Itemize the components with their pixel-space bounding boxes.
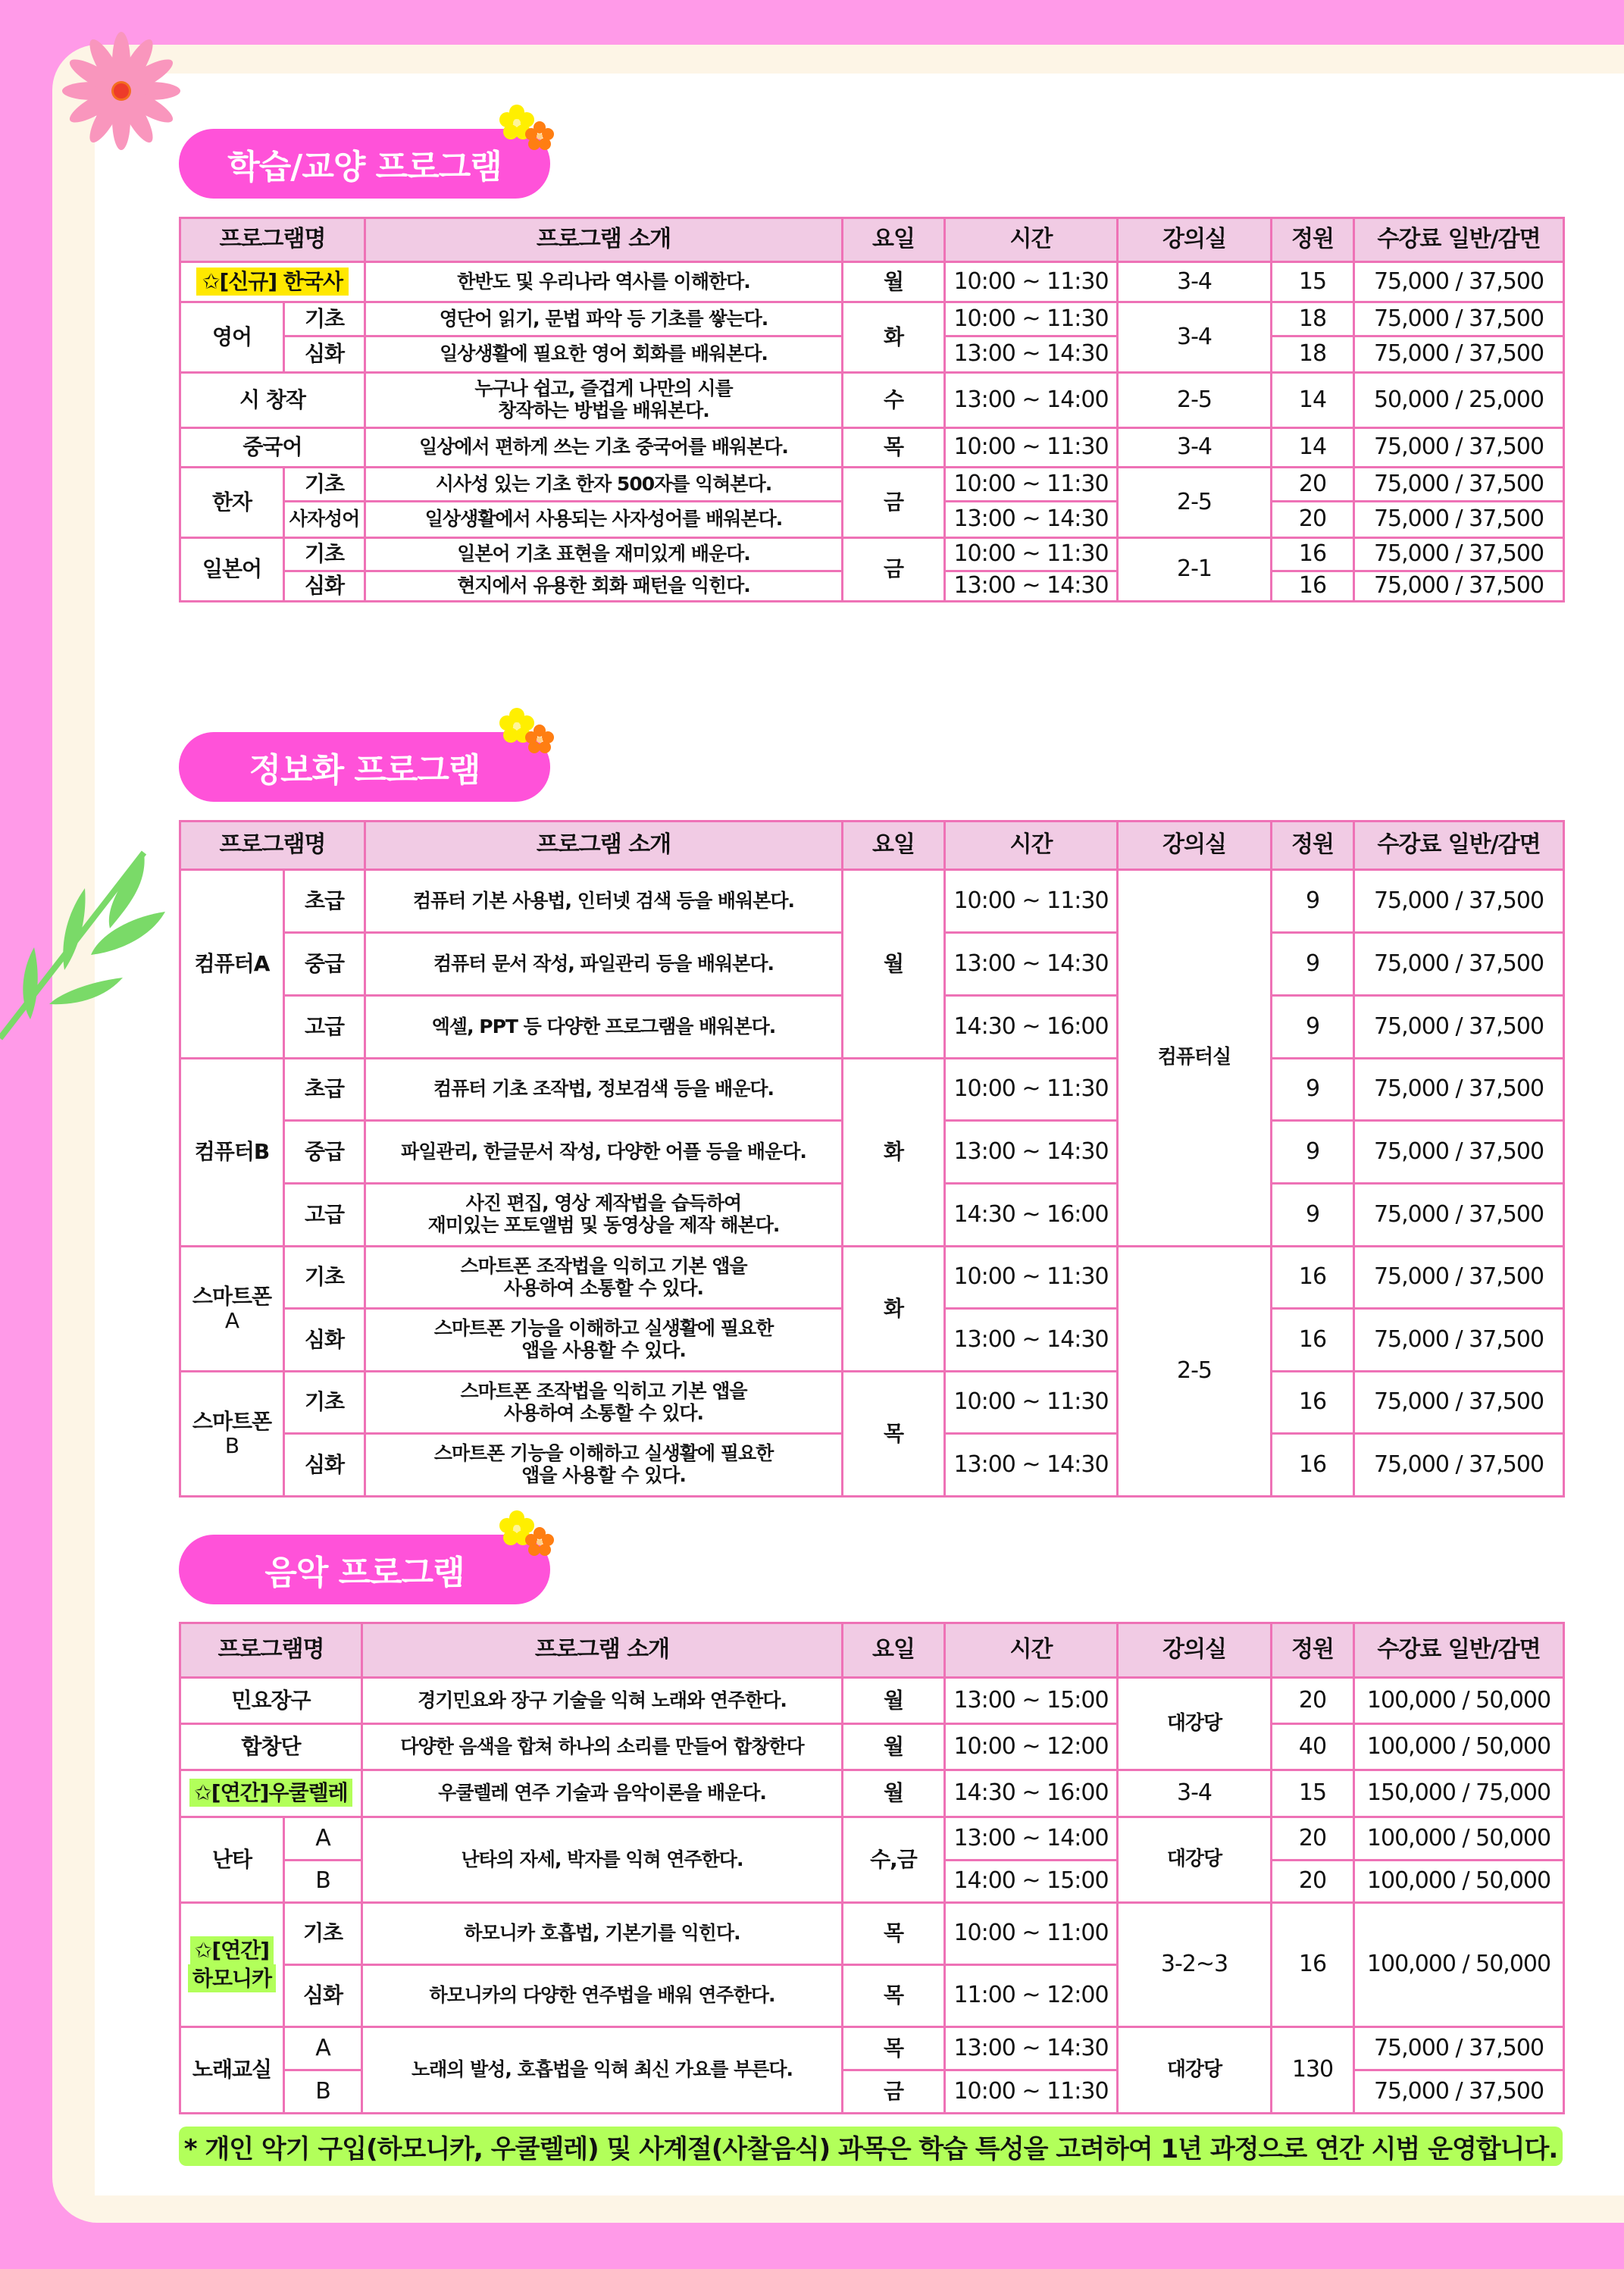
program-name: 컴퓨터A [180,870,284,1059]
program-desc: 엑셀, PPT 등 다양한 프로그램을 배워본다. [365,996,843,1059]
program-capacity: 16 [1272,1434,1354,1497]
header-room: 강의실 [1118,218,1272,262]
program-time: 10:00 ~ 11:30 [945,262,1118,302]
table-row [180,1770,1564,1817]
program-fee: 75,000 / 37,500 [1354,428,1564,468]
program-time: 10:00 ~ 11:30 [945,468,1118,502]
program-time: 10:00 ~ 11:00 [945,1903,1118,1965]
program-level: A [284,2027,362,2070]
program-day: 화 [843,302,945,373]
program-desc: 현지에서 유용한 회화 패턴을 익힌다. [365,571,843,602]
star-icon: ✩ [194,1780,211,1806]
star-icon: ✩ [194,1938,212,1964]
header-fee: 수강료 일반/감면 [1354,218,1564,262]
program-capacity: 16 [1272,1247,1354,1309]
program-time: 14:00 ~ 15:00 [945,1861,1118,1903]
program-time: 10:00 ~ 11:30 [945,538,1118,571]
program-day: 금 [843,2070,945,2114]
program-time: 10:00 ~ 12:00 [945,1724,1118,1770]
name-line: B [224,1433,239,1458]
program-room: 2-1 [1118,538,1272,602]
program-fee: 75,000 / 37,500 [1354,870,1564,933]
program-time: 13:00 ~ 14:30 [945,1121,1118,1184]
flower-pair-decoration-icon [493,103,561,156]
program-time: 13:00 ~ 14:30 [945,571,1118,602]
program-capacity: 20 [1272,468,1354,502]
program-fee: 75,000 / 37,500 [1354,1372,1564,1434]
program-day: 금 [843,468,945,538]
program-time: 13:00 ~ 14:30 [945,933,1118,996]
program-desc [365,1309,843,1372]
table-row [180,1724,1564,1770]
program-fee: 75,000 / 37,500 [1354,2070,1564,2114]
program-name: [연간]우쿨렐레 [211,1780,348,1806]
program-day: 월 [843,870,945,1059]
program-name: 시 창작 [180,373,365,428]
program-capacity: 20 [1272,1678,1354,1724]
table-row [180,1678,1564,1724]
program-time: 10:00 ~ 11:30 [945,302,1118,336]
program-capacity: 16 [1272,1903,1354,2027]
name-line: 하모니카 [188,1964,276,1992]
program-desc: 파일관리, 한글문서 작성, 다양한 어플 등을 배운다. [365,1121,843,1184]
program-level: 심화 [284,1965,362,2027]
star-icon: ✩ [202,268,220,294]
program-time: 14:30 ~ 16:00 [945,1184,1118,1247]
table-row [180,1247,1564,1309]
footnote [179,2127,1563,2166]
header-day: 요일 [843,822,945,870]
desc-line: 창작하는 방법을 배워본다. [498,399,709,421]
program-desc: 다양한 음색을 합쳐 하나의 소리를 만들어 합창한다 [362,1724,843,1770]
header-capacity: 정원 [1272,822,1354,870]
header-program-name: 프로그램명 [180,822,365,870]
program-desc: 컴퓨터 기본 사용법, 인터넷 검색 등을 배워본다. [365,870,843,933]
program-level: 기초 [284,1247,365,1309]
header-fee: 수강료 일반/감면 [1354,1623,1564,1678]
program-fee: 50,000 / 25,000 [1354,373,1564,428]
program-desc: 일본어 기초 표현을 재미있게 배운다. [365,538,843,571]
desc-line: 사용하여 소통할 수 있다. [503,1276,704,1299]
program-day: 월 [843,1678,945,1724]
table-row [180,373,1564,428]
program-room: 2-5 [1118,468,1272,538]
program-name [180,1247,284,1372]
program-fee: 150,000 / 75,000 [1354,1770,1564,1817]
program-fee: 75,000 / 37,500 [1354,996,1564,1059]
program-desc: 컴퓨터 기초 조작법, 정보검색 등을 배운다. [365,1059,843,1121]
table-row [180,870,1564,933]
table-row [180,428,1564,468]
program-capacity: 9 [1272,1184,1354,1247]
header-room: 강의실 [1118,1623,1272,1678]
program-room: 대강당 [1118,1678,1272,1770]
program-capacity: 16 [1272,538,1354,571]
program-day: 목 [843,2027,945,2070]
program-fee: 75,000 / 37,500 [1354,1247,1564,1309]
music-program-table [179,1622,1565,2114]
program-desc: 일상생활에서 사용되는 사자성어를 배워본다. [365,502,843,538]
header-fee: 수강료 일반/감면 [1354,822,1564,870]
desc-line: 누구나 쉽고, 즐겁게 나만의 시를 [474,377,733,400]
learning-program-table [179,217,1565,602]
program-fee: 75,000 / 37,500 [1354,502,1564,538]
desc-line: 재미있는 포토앨범 및 동영상을 제작 해본다. [427,1214,780,1236]
header-capacity: 정원 [1272,218,1354,262]
program-fee: 75,000 / 37,500 [1354,336,1564,373]
table-row [180,2027,1564,2070]
info-program-table [179,820,1565,1498]
footnote-text: * 개인 악기 구입(하모니카, 우쿨렐레) 및 사계절(사찰음식) 과목은 학습 특성을 고려하여 1년 과정으로 연간 시범 운영합니다. [183,2133,1558,2164]
program-fee: 75,000 / 37,500 [1354,933,1564,996]
program-day: 목 [843,428,945,468]
program-time: 13:00 ~ 14:00 [945,1817,1118,1861]
table-row [180,302,1564,336]
program-capacity: 20 [1272,1817,1354,1861]
program-time: 10:00 ~ 11:30 [945,1247,1118,1309]
program-capacity: 15 [1272,1770,1354,1817]
desc-line: 앱을 사용할 수 있다. [521,1339,686,1361]
program-desc [365,1247,843,1309]
header-program-name: 프로그램명 [180,1623,362,1678]
program-desc: 컴퓨터 문서 작성, 파일관리 등을 배워본다. [365,933,843,996]
program-time: 14:30 ~ 16:00 [945,1770,1118,1817]
section-title-text: 음악 프로그램 [264,1554,465,1592]
program-time: 13:00 ~ 14:30 [945,336,1118,373]
name-line: 스마트폰 [192,1283,272,1309]
program-day: 월 [843,262,945,302]
program-level: 심화 [284,571,365,602]
header-room: 강의실 [1118,822,1272,870]
program-time: 13:00 ~ 14:30 [945,1309,1118,1372]
program-level: 기초 [284,468,365,502]
annual-badge-highlight [189,1779,352,1807]
program-capacity: 9 [1272,933,1354,996]
program-name: 합창단 [180,1724,362,1770]
program-time: 10:00 ~ 11:30 [945,1372,1118,1434]
program-desc: 영단어 읽기, 문법 파악 등 기초를 쌓는다. [365,302,843,336]
name-line: [연간] [211,1938,270,1964]
name-line: A [224,1308,239,1333]
desc-line: 스마트폰 기능을 이해하고 실생활에 필요한 [433,1317,774,1340]
program-capacity: 14 [1272,428,1354,468]
program-desc: 일상생활에 필요한 영어 회화를 배워본다. [365,336,843,373]
green-leaf-branch-decoration-icon [0,822,174,1042]
program-time: 10:00 ~ 11:30 [945,2070,1118,2114]
program-room: 3-4 [1118,262,1272,302]
program-time: 13:00 ~ 14:30 [945,502,1118,538]
program-fee: 75,000 / 37,500 [1354,1121,1564,1184]
program-fee: 75,000 / 37,500 [1354,1309,1564,1372]
program-level: 기초 [284,1372,365,1434]
program-fee: 100,000 / 50,000 [1354,1903,1564,2027]
program-level: 기초 [284,538,365,571]
program-day: 월 [843,1724,945,1770]
flower-pair-decoration-icon [493,706,561,759]
desc-line: 스마트폰 조작법을 익히고 기본 앱을 [460,1254,747,1277]
program-capacity: 16 [1272,571,1354,602]
program-day: 화 [843,1247,945,1372]
program-room: 3-4 [1118,302,1272,373]
program-day: 월 [843,1770,945,1817]
program-capacity: 9 [1272,870,1354,933]
program-desc: 경기민요와 장구 기술을 익혀 노래와 연주한다. [362,1678,843,1724]
program-day: 화 [843,1059,945,1247]
program-level: 심화 [284,1309,365,1372]
header-capacity: 정원 [1272,1623,1354,1678]
program-capacity: 14 [1272,373,1354,428]
section-title-music [179,1535,550,1604]
program-day: 금 [843,538,945,602]
program-capacity: 130 [1272,2027,1354,2114]
program-day: 목 [843,1372,945,1497]
program-fee: 100,000 / 50,000 [1354,1817,1564,1861]
header-program-desc: 프로그램 소개 [365,822,843,870]
program-name: 일본어 [180,538,284,602]
program-level: A [284,1817,362,1861]
program-fee: 75,000 / 37,500 [1354,1059,1564,1121]
table-row [180,1903,1564,1965]
program-room: 2-5 [1118,1247,1272,1497]
desc-line: 스마트폰 기능을 이해하고 실생활에 필요한 [433,1442,774,1465]
program-desc: 한반도 및 우리나라 역사를 이해한다. [365,262,843,302]
header-program-desc: 프로그램 소개 [365,218,843,262]
program-name: [신규] 한국사 [219,268,343,294]
program-capacity: 20 [1272,1861,1354,1903]
header-day: 요일 [843,218,945,262]
program-time: 13:00 ~ 14:00 [945,373,1118,428]
program-level: 중급 [284,933,365,996]
program-level: 기초 [284,1903,362,1965]
program-capacity: 9 [1272,996,1354,1059]
program-desc: 난타의 자세, 박자를 익혀 연주한다. [362,1817,843,1903]
program-fee: 100,000 / 50,000 [1354,1724,1564,1770]
program-level: 중급 [284,1121,365,1184]
program-desc [365,1434,843,1497]
program-name-cell [180,1770,362,1817]
program-room: 2-5 [1118,373,1272,428]
program-capacity: 16 [1272,1309,1354,1372]
header-program-desc: 프로그램 소개 [362,1623,843,1678]
program-time: 10:00 ~ 11:30 [945,1059,1118,1121]
program-fee: 75,000 / 37,500 [1354,302,1564,336]
program-fee: 100,000 / 50,000 [1354,1678,1564,1724]
program-level: 고급 [284,996,365,1059]
desc-line: 사용하여 소통할 수 있다. [503,1401,704,1424]
program-level: 초급 [284,1059,365,1121]
table-row [180,262,1564,302]
program-room: 3-4 [1118,428,1272,468]
program-fee: 75,000 / 37,500 [1354,262,1564,302]
section-title-learning [179,129,550,199]
program-fee: 75,000 / 37,500 [1354,571,1564,602]
header-time: 시간 [945,1623,1118,1678]
program-name: 민요장구 [180,1678,362,1724]
program-desc [365,373,843,428]
section-title-text: 정보화 프로그램 [249,751,480,790]
program-capacity: 40 [1272,1724,1354,1770]
program-day: 목 [843,1903,945,1965]
program-room: 컴퓨터실 [1118,870,1272,1247]
program-room: 대강당 [1118,1817,1272,1903]
program-level: 고급 [284,1184,365,1247]
program-name: 노래교실 [180,2027,284,2114]
program-level: 초급 [284,870,365,933]
program-name: 영어 [180,302,284,373]
program-name: 난타 [180,1817,284,1903]
desc-line: 사진 편집, 영상 제작법을 습득하여 [465,1192,742,1215]
program-day: 수,금 [843,1817,945,1903]
program-level: B [284,1861,362,1903]
program-fee: 75,000 / 37,500 [1354,2027,1564,2070]
flower-pair-decoration-icon [493,1509,561,1562]
section-title-text: 학습/교양 프로그램 [227,148,502,186]
table-row [180,1059,1564,1121]
table-row [180,538,1564,571]
program-desc: 하모니카의 다양한 연주법을 배워 연주한다. [362,1965,843,2027]
program-level: B [284,2070,362,2114]
program-time: 10:00 ~ 11:30 [945,428,1118,468]
program-room: 3-4 [1118,1770,1272,1817]
header-day: 요일 [843,1623,945,1678]
program-room: 3-2~3 [1118,1903,1272,2027]
program-capacity: 20 [1272,502,1354,538]
table-row [180,1817,1564,1861]
program-capacity: 16 [1272,1372,1354,1434]
header-time: 시간 [945,822,1118,870]
program-desc [365,1372,843,1434]
program-time: 14:30 ~ 16:00 [945,996,1118,1059]
program-time: 13:00 ~ 14:30 [945,1434,1118,1497]
program-day: 목 [843,1965,945,2027]
program-desc: 하모니카 호흡법, 기본기를 익힌다. [362,1903,843,1965]
desc-line: 앱을 사용할 수 있다. [521,1464,686,1486]
program-fee: 75,000 / 37,500 [1354,538,1564,571]
table-row [180,468,1564,502]
program-desc: 일상에서 편하게 쓰는 기초 중국어를 배워본다. [365,428,843,468]
program-day: 수 [843,373,945,428]
program-capacity: 9 [1272,1121,1354,1184]
pink-daisy-decoration-icon [61,30,182,152]
program-fee: 100,000 / 50,000 [1354,1861,1564,1903]
program-name: 한자 [180,468,284,538]
program-level: 기초 [284,302,365,336]
section-title-info [179,732,550,802]
program-name: 컴퓨터B [180,1059,284,1247]
program-desc: 시사성 있는 기초 한자 500자를 익혀본다. [365,468,843,502]
program-capacity: 15 [1272,262,1354,302]
program-time: 13:00 ~ 15:00 [945,1678,1118,1724]
program-name: 중국어 [180,428,365,468]
program-name-cell [180,262,365,302]
program-desc [365,1184,843,1247]
program-name [180,1372,284,1497]
program-level: 사자성어 [284,502,365,538]
program-fee: 75,000 / 37,500 [1354,468,1564,502]
header-program-name: 프로그램명 [180,218,365,262]
program-time: 13:00 ~ 14:30 [945,2027,1118,2070]
program-time: 10:00 ~ 11:30 [945,870,1118,933]
program-name-cell [180,1903,284,2027]
header-time: 시간 [945,218,1118,262]
desc-line: 스마트폰 조작법을 익히고 기본 앱을 [460,1379,747,1402]
program-time: 11:00 ~ 12:00 [945,1965,1118,2027]
new-badge-highlight [196,268,349,296]
table-row [180,1372,1564,1434]
program-capacity: 18 [1272,302,1354,336]
program-fee: 75,000 / 37,500 [1354,1184,1564,1247]
program-capacity: 18 [1272,336,1354,373]
program-capacity: 9 [1272,1059,1354,1121]
program-level: 심화 [284,1434,365,1497]
program-fee: 75,000 / 37,500 [1354,1434,1564,1497]
program-desc: 노래의 발성, 호흡법을 익혀 최신 가요를 부른다. [362,2027,843,2114]
name-line: 스마트폰 [192,1408,272,1434]
program-desc: 우쿨렐레 연주 기술과 음악이론을 배운다. [362,1770,843,1817]
program-level: 심화 [284,336,365,373]
annual-badge-highlight [190,1936,274,1964]
program-room: 대강당 [1118,2027,1272,2114]
